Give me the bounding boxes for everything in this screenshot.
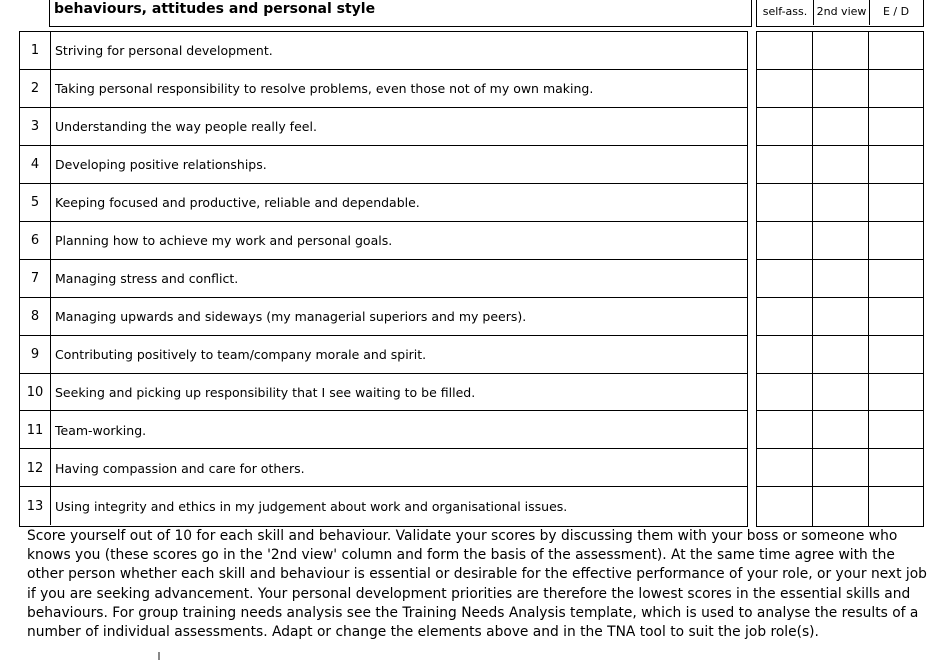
table-row (20, 411, 747, 449)
table-row (20, 297, 747, 335)
row-divider (20, 335, 747, 336)
self-assessment-score-cell[interactable] (757, 411, 813, 449)
row-divider (20, 69, 747, 70)
behaviour-text: Seeking and picking up responsibility that I see waiting to be filled. (55, 384, 476, 400)
second-view-score-cell[interactable] (813, 335, 869, 373)
essential-desirable-cell[interactable] (869, 411, 922, 449)
table-row (20, 184, 747, 222)
self-assessment-score-cell[interactable] (757, 70, 813, 108)
row-number: 2 (20, 70, 51, 108)
essential-desirable-cell[interactable] (869, 70, 922, 108)
section-header (49, 0, 752, 27)
second-view-score-cell[interactable] (813, 260, 869, 298)
row-divider (20, 221, 747, 222)
essential-desirable-column-header: E / D (869, 0, 922, 25)
self-assessment-score-cell[interactable] (757, 297, 813, 335)
essential-desirable-cell[interactable] (869, 222, 922, 260)
self-assessment-column-header: self-ass. (762, 5, 808, 18)
table-row (20, 32, 747, 70)
row-number: 4 (20, 146, 51, 184)
section-title: behaviours, attitudes and personal style (54, 1, 376, 17)
row-divider (20, 259, 747, 260)
score-column-divider (868, 32, 869, 526)
row-number: 12 (20, 449, 51, 487)
second-view-score-cell[interactable] (813, 297, 869, 335)
behaviour-text: Managing upwards and sideways (my managerial superiors and my peers). (55, 308, 527, 324)
score-column-headers (756, 0, 924, 27)
behaviour-text: Contributing positively to team/company morale and spirit. (55, 346, 427, 362)
second-view-score-cell[interactable] (813, 70, 869, 108)
behaviour-text: Planning how to achieve my work and personal goals. (55, 233, 393, 249)
row-number: 13 (20, 487, 51, 525)
behaviour-text: Keeping focused and productive, reliable and dependable. (55, 195, 420, 211)
row-divider (20, 107, 747, 108)
instructions-text: Score yourself out of 10 for each skill and behaviour. Validate your scores by discussing them with your boss or someone who knows you (these scores go in the '2nd view' column and form the basis of the assessment). At the same time agree with the other person whether each skill and behaviour is essential or desirable for the effective performance of your role, or your next job if you are seeking advancement. Your personal development priorities are therefore the lowest scores in the essential skills and behaviours. For group training needs analysis see the Training Needs Analysis template, which is used to analyse the results of a number of individual assessments. Adapt or change the elements above and in the TNA tool to suit the job role(s). (27, 528, 927, 641)
row-divider (20, 410, 747, 411)
behaviour-text: Managing stress and conflict. (55, 270, 239, 286)
essential-desirable-cell[interactable] (869, 146, 922, 184)
self-assessment-score-cell[interactable] (757, 184, 813, 222)
row-number: 9 (20, 335, 51, 373)
self-assessment-score-cell[interactable] (757, 146, 813, 184)
essential-desirable-cell[interactable] (869, 449, 922, 487)
second-view-score-cell[interactable] (813, 146, 869, 184)
row-number: 5 (20, 184, 51, 222)
table-row (20, 222, 747, 260)
essential-desirable-cell[interactable] (869, 297, 922, 335)
row-number: 6 (20, 222, 51, 260)
row-divider (20, 183, 747, 184)
table-row (20, 449, 747, 487)
second-view-score-cell[interactable] (813, 449, 869, 487)
second-view-score-cell[interactable] (813, 32, 869, 70)
table-row (20, 108, 747, 146)
row-number: 1 (20, 32, 51, 70)
essential-desirable-cell[interactable] (869, 260, 922, 298)
table-row (20, 373, 747, 411)
behaviour-text: Team-working. (55, 422, 147, 438)
second-view-score-cell[interactable] (813, 184, 869, 222)
table-row (20, 260, 747, 298)
self-assessment-score-cell[interactable] (757, 32, 813, 70)
row-number: 7 (20, 260, 51, 298)
scores-grid (756, 31, 924, 527)
behaviour-text: Developing positive relationships. (55, 157, 267, 173)
second-view-score-cell[interactable] (813, 373, 869, 411)
self-assessment-score-cell[interactable] (757, 260, 813, 298)
behaviour-text: Using integrity and ethics in my judgement about work and organisational issues. (55, 498, 568, 514)
second-view-score-cell[interactable] (813, 411, 869, 449)
essential-desirable-cell[interactable] (869, 373, 922, 411)
self-assessment-score-cell[interactable] (757, 335, 813, 373)
row-divider (20, 145, 747, 146)
row-number: 11 (20, 411, 51, 449)
second-view-score-cell[interactable] (813, 108, 869, 146)
behaviours-items-table (19, 31, 748, 527)
behaviour-text: Understanding the way people really feel. (55, 119, 317, 135)
self-assessment-score-cell[interactable] (757, 487, 813, 525)
table-row (20, 487, 747, 525)
row-divider (20, 448, 747, 449)
second-view-score-cell[interactable] (813, 222, 869, 260)
behaviour-text: Taking personal responsibility to resolve problems, even those not of my own making. (55, 81, 594, 97)
self-assessment-score-cell[interactable] (757, 449, 813, 487)
page-edge-mark (158, 652, 160, 660)
self-assessment-score-cell[interactable] (757, 108, 813, 146)
essential-desirable-cell[interactable] (869, 32, 922, 70)
essential-desirable-cell[interactable] (869, 335, 922, 373)
row-divider (20, 373, 747, 374)
table-row (20, 70, 747, 108)
second-view-column-header: 2nd view (813, 0, 869, 25)
self-assessment-score-cell[interactable] (757, 373, 813, 411)
behaviour-text: Having compassion and care for others. (55, 460, 305, 476)
essential-desirable-cell[interactable] (869, 487, 922, 525)
row-number: 3 (20, 108, 51, 146)
table-row (20, 335, 747, 373)
second-view-score-cell[interactable] (813, 487, 869, 525)
behaviour-text: Striving for personal development. (55, 43, 273, 59)
row-number: 10 (20, 373, 51, 411)
score-column-divider (812, 32, 813, 526)
row-divider (20, 486, 747, 487)
row-divider (20, 297, 747, 298)
self-assessment-score-cell[interactable] (757, 222, 813, 260)
essential-desirable-cell[interactable] (869, 184, 922, 222)
essential-desirable-cell[interactable] (869, 108, 922, 146)
table-row (20, 146, 747, 184)
row-number: 8 (20, 297, 51, 335)
